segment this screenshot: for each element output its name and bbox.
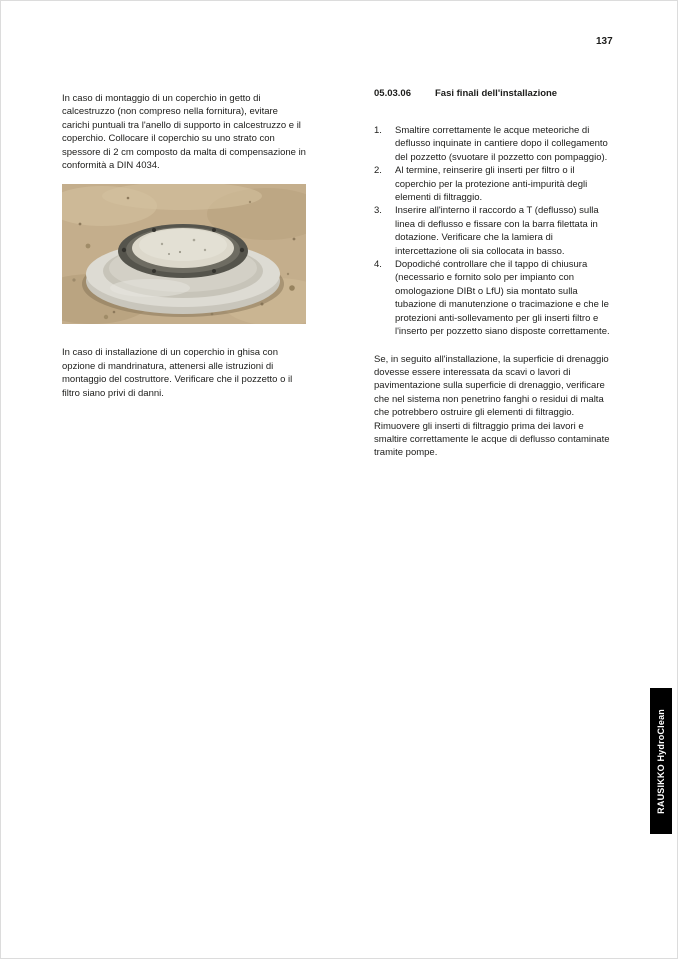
list-item-number: 2. [374, 165, 382, 177]
list-item-text: Al termine, reinserire gli inserti per filtro o il coperchio per la protezione anti-impurità degli elementi di filtraggio. [395, 165, 588, 204]
page-number: 137 [596, 36, 613, 47]
list-item-text: Dopodiché controllare che il tappo di chiusura (necessario e fornito solo per impianto con omologazione DIBt o LfU) sia montato sulla tubazione di manutenzione o tracimazione e che le protezioni anti-sollevamento per gli inserti filtro e l'inserto per pozzetto siano disposte correttamente. [395, 259, 610, 338]
list-item-number: 4. [374, 259, 382, 271]
list-item-text: Smaltire correttamente le acque meteoriche di deflusso inquinate in cantiere dopo il collegamento del pozzetto (svuotare il pozzetto con pompaggio). [395, 125, 608, 163]
list-item [374, 258, 614, 338]
concrete-cover-illustration [62, 184, 306, 324]
section-heading [374, 87, 614, 100]
paragraph-cover-cast-iron: In caso di installazione di un coperchio in ghisa con opzione di mandrinatura, attenersi alle istruzioni di montaggio del costruttore. Verificare che il pozzetto o il filtro siano privi di danni. [62, 347, 293, 399]
section-number: 05.03.06 [374, 88, 411, 99]
installation-steps-list [374, 124, 614, 339]
chapter-tab-rausikko-hydroclean [650, 688, 672, 834]
list-item [374, 204, 614, 258]
paragraph-closing-note: Se, in seguito all'installazione, la superficie di drenaggio dovesse essere interessata da scavi o lavori di pavimentazione sulla superficie di drenaggio, verificare che nel sistema non penetrino fanghi o residui di malta che potrebbero ostruire gli elementi di filtraggio. Rimuovere gli inserti di filtraggio prima dei lavori e smaltire correttamente le acque di deflusso contaminate tramite pompe. [374, 353, 610, 459]
left-column [62, 92, 306, 400]
right-column [374, 87, 614, 460]
section-title: Fasi finali dell'installazione [435, 88, 558, 99]
list-item-number: 3. [374, 205, 382, 217]
list-item [374, 124, 614, 164]
list-item-number: 1. [374, 125, 382, 136]
list-item-text: Inserire all'interno il raccordo a T (deflusso) sulla linea di deflusso e fissare con la barra filettata in dotazione. Verificare che la lamiera di intercettazione oli sia collocata in basso. [395, 205, 599, 257]
paragraph-cover-concrete: In caso di montaggio di un coperchio in getto di calcestruzzo (non compreso nella fornitura), evitare carichi puntuali tra l'anello di supporto in calcestruzzo e il coperchio. Collocare il coperchio su uno strato con spessore di 2 cm composto da malta di compensazione in conformità a DIN 4034. [62, 93, 306, 172]
chapter-tab-label: RAUSIKKO HydroClean [656, 708, 666, 814]
installation-photo [62, 184, 306, 324]
list-item [374, 164, 614, 204]
